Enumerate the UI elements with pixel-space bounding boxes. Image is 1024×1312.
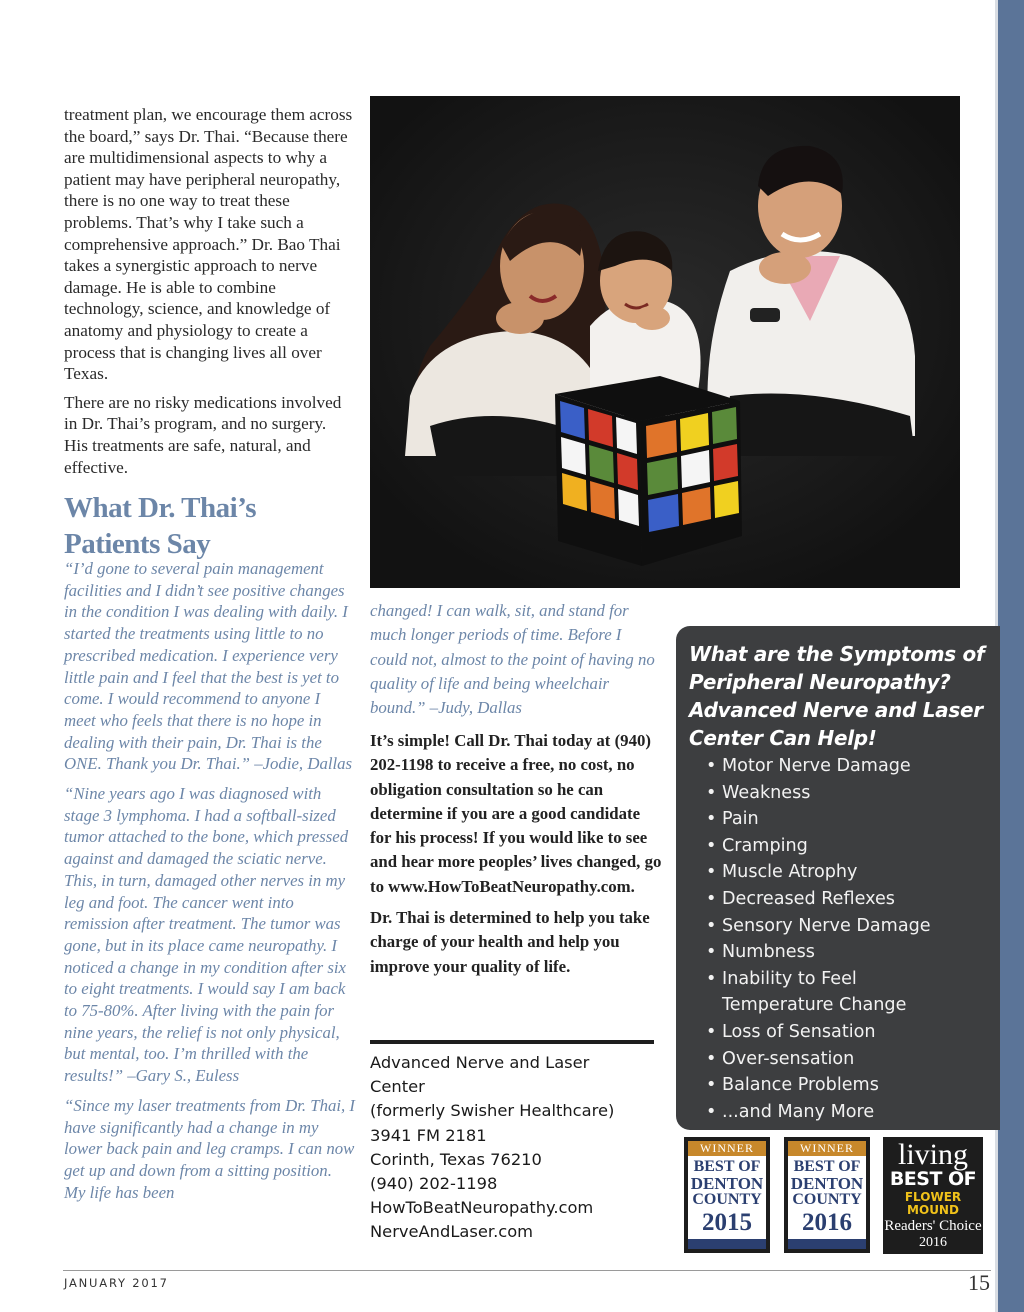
list-item-continuation [706,992,996,1019]
living-place [883,1191,983,1217]
badge-ribbon: WINNER [788,1141,866,1156]
bullet-icon: • [706,915,717,936]
symptom-label: Sensory Nerve Damage [722,915,931,936]
badge-line-1: BEST OF [793,1158,861,1175]
badge-ribbon: WINNER [688,1141,766,1156]
family-photo-illustration [370,96,960,588]
bullet-icon: • [706,1021,717,1042]
bullet-icon: • [706,1075,717,1096]
symptom-label: Over-sensation [722,1048,855,1069]
contact-city: Corinth, Texas 76210 [370,1149,542,1169]
list-item [706,753,996,780]
bullet-icon: • [706,782,717,803]
contact-divider [370,1040,654,1044]
living-best-of: BEST OF [889,1168,977,1190]
badge-footer-bar [788,1239,866,1249]
contact-street: 3941 FM 2181 [370,1125,487,1145]
badge-line-3: COUNTY [792,1191,862,1208]
badge-line-1: BEST OF [693,1158,761,1175]
list-item [706,859,996,886]
award-badge-2015 [684,1137,770,1253]
list-item [706,913,996,940]
badge-year: 2016 [802,1209,852,1236]
bullet-icon: • [706,1101,717,1122]
list-item [706,966,996,993]
contact-website-1[interactable]: HowToBeatNeuropathy.com [370,1198,594,1218]
badge-line-2: DENTON [690,1174,764,1193]
symptom-label: Loss of Sensation [722,1021,876,1042]
sidebar-title: What are the Symptoms of Peripheral Neuropathy? Advanced Nerve and Laser Center Can Help! [689,642,985,750]
footer-divider [63,1270,991,1271]
contact-name: Advanced Nerve and Laser Center [370,1053,590,1097]
intro-paragraph-2: There are no risky medications involved in Dr. Thai’s program, and no surgery. His treatments are safe, natural, and effective. [64,392,342,477]
intro-text [64,104,354,485]
symptom-list [706,753,996,1125]
bullet-icon: • [706,862,717,883]
living-place-line-2: MOUND [907,1203,959,1217]
contact-former-name: (formerly Swisher Healthcare) [370,1101,615,1121]
list-item [706,1099,996,1126]
badge-face [688,1141,766,1249]
symptom-label: Weakness [722,782,811,803]
bullet-icon: • [706,1048,717,1069]
testimonials-heading: What Dr. Thai’s Patients Say [64,492,257,560]
page-number: 15 [968,1270,990,1295]
family-photo [370,96,960,588]
intro-paragraph-1: treatment plan, we encourage them across the board,” says Dr. Thai. “Because there are multidimensional aspects to why a patient may have peripheral neuropathy, there is no one way to treat these problems. That’s why I take such a comprehensive approach.” Dr. Bao Thai takes a synergistic approach to nerve damage. He is able to combine technology, science, and knowledge of anatomy and physiology to create a process that is changing lives all over Texas. [64,105,353,384]
testimonials-column-1 [64,558,356,1211]
testimonial-gary: “Nine years ago I was diagnosed with stage 3 lymphoma. I had a softball-sized tumor attached to the bone, which pressed against and damaged the sciatic nerve. This, in turn, damaged other nerves in my leg and foot. The cancer went into remission after treatment. The tumor was gone, but in its place came neuropathy. I noticed a change in my condition after six to eight treatments. I would say I am back to 75-80%. After living with the pain for nine years, the relief is not only physical, but mental, too. I’m thrilled with the results!” –Gary S., Euless [64,784,349,1086]
living-readers-choice-badge [883,1137,983,1254]
bullet-icon: • [706,809,717,830]
footer-date: JANUARY 2017 [64,1276,169,1290]
list-item [706,833,996,860]
list-item [706,1046,996,1073]
badge-year: 2015 [702,1209,752,1236]
list-item [706,886,996,913]
contact-block [370,1051,670,1245]
living-place-line-1: FLOWER [904,1190,962,1204]
cube-right-face [646,407,739,532]
symptom-label: Decreased Reflexes [722,888,895,909]
living-readers-choice: Readers' Choice [884,1218,982,1234]
symptom-label: Numbness [722,942,815,963]
list-item [706,1072,996,1099]
bullet-icon: • [706,756,717,776]
testimonial-jodie: “I’d gone to several pain management facilities and I didn’t see positive changes in the condition I was dealing with daily. I started the treatments using little to no prescribed medication. I experience very little pain and I feel that the best is yet to come. I would recommend to anyone I meet who feels that there is no hope in dealing with their pain, Dr. Thai is the ONE. Thank you Dr. Thai.” –Jodie, Dallas [64,559,353,774]
bullet-icon: • [706,942,717,963]
testimonial-judy-end: changed! I can walk, sit, and stand for much longer periods of time. Before I could not, almost to the point of having no quality of life and being wheelchair bound.” –Judy, Dallas [370,601,655,718]
symptom-label: Motor Nerve Damage [722,756,911,776]
symptom-label: Inability to Feel [722,968,857,989]
testimonial-judy-start: “Since my laser treatments from Dr. Thai, I have significantly had a change in my lower back pain and leg cramps. I can now get up and down from a sitting position. My life has been [64,1095,356,1202]
badge-line-2: DENTON [790,1174,864,1193]
badge-footer-bar [688,1239,766,1249]
bullet-icon: • [706,888,717,909]
list-item [706,806,996,833]
cta-paragraph-1: It’s simple! Call Dr. Thai today at (940) 202-1198 to receive a free, no cost, no obligation consultation so he can determine if you are a good candidate for his process! If you would like to see and hear more peoples’ lives changed, go to www.HowToBeatNeuropathy.com. [370,731,662,896]
call-to-action [370,729,665,986]
living-logo-word: living [897,1138,968,1171]
award-badge-2016 [784,1137,870,1253]
list-item [706,939,996,966]
cta-paragraph-2: Dr. Thai is determined to help you take charge of your health and help you improve your quality of life. [370,908,650,976]
symptom-label: Muscle Atrophy [722,862,858,883]
living-year: 2016 [919,1235,947,1250]
testimonials-column-2 [370,599,662,728]
symptom-label: Pain [722,809,759,830]
contact-phone[interactable]: (940) 202-1198 [370,1174,498,1194]
symptom-label: ...and Many More [722,1101,875,1122]
bullet-icon: • [706,835,717,856]
list-item [706,780,996,807]
bullet-icon: • [706,968,717,989]
symptom-label: Temperature Change [722,995,907,1016]
list-item [706,1019,996,1046]
contact-website-2[interactable]: NerveAndLaser.com [370,1222,534,1242]
badge-line-3: COUNTY [692,1191,762,1208]
page-edge-strip [998,0,1024,1312]
symptom-label: Cramping [722,835,808,856]
symptom-label: Balance Problems [722,1075,879,1096]
badge-face [788,1141,866,1249]
